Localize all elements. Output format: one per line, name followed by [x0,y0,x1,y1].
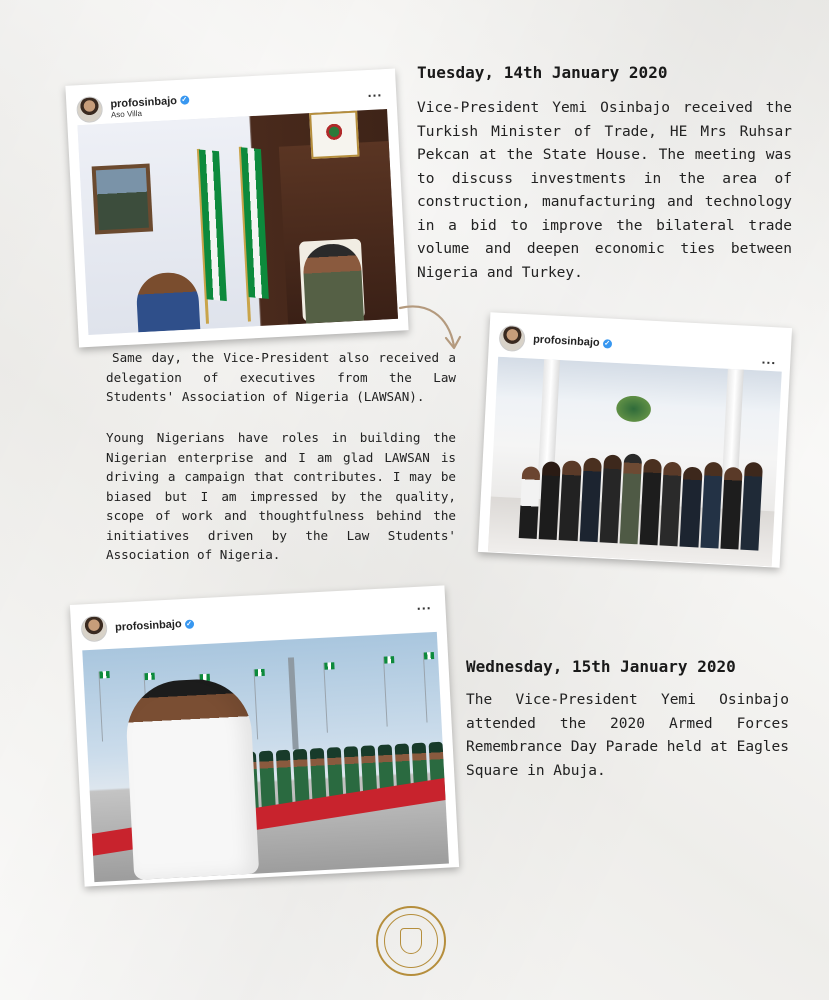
paragraph-meeting: Vice-President Yemi Osinbajo received the Turkish Minister of Trade, HE Mrs Ruhsar Pekcan at the State House. The meeting was to discuss investments in the area of construction, manufacturing and technology in a bid to improve the bilateral trade volume and deepen economic ties between Nigeria and Turkey. [417,100,792,281]
vice-president-figure [302,243,364,324]
avatar[interactable] [80,615,107,642]
group-of-people [519,428,764,550]
more-options-icon[interactable]: ... [367,83,383,101]
vice-president-figure [124,677,259,880]
username[interactable]: profosinbajo ✓ [110,94,188,110]
date-heading-tuesday: Tuesday, 14th January 2020 [417,63,668,82]
username[interactable]: profosinbajo ✓ [114,618,193,634]
verified-badge-icon: ✓ [181,96,188,104]
verified-badge-icon: ✓ [604,339,611,348]
paragraph-quote: Young Nigerians have roles in building the Nigerian enterprise and I am glad LAWSAN is driving a campaign that contributes. I may be biased but I am impressed by the quality, scope of work and thoughtfulness behind the initiatives driven by the Law Students' Association of Nigeria. [106,430,456,562]
instagram-post-meeting [65,69,408,348]
more-options-icon[interactable]: ... [416,596,432,613]
date-heading-wednesday: Wednesday, 15th January 2020 [466,657,736,676]
instagram-post-delegation [478,312,792,567]
verified-badge-icon: ✓ [186,620,193,628]
paragraph-lawsan: Same day, the Vice-President also received a delegation of executives from the Law Students' Association of Nigeria (LAWSAN). [106,350,456,404]
post-location[interactable]: Aso Villa [110,108,143,119]
paragraph-parade: The Vice-President Yemi Osinbajo attended the 2020 Armed Forces Remembrance Day Parade held at Eagles Square in Abuja. [466,692,790,779]
delegation-photo [488,357,782,567]
avatar[interactable] [76,96,103,123]
avatar[interactable] [498,325,525,352]
more-options-icon[interactable]: ... [761,350,777,368]
parade-photo [82,632,449,882]
state-house-seal [376,906,446,976]
username[interactable]: profosinbajo ✓ [532,333,611,350]
meeting-photo [77,109,398,335]
portrait-frame [92,164,153,235]
instagram-post-parade [70,585,459,886]
coat-of-arms [309,111,359,159]
